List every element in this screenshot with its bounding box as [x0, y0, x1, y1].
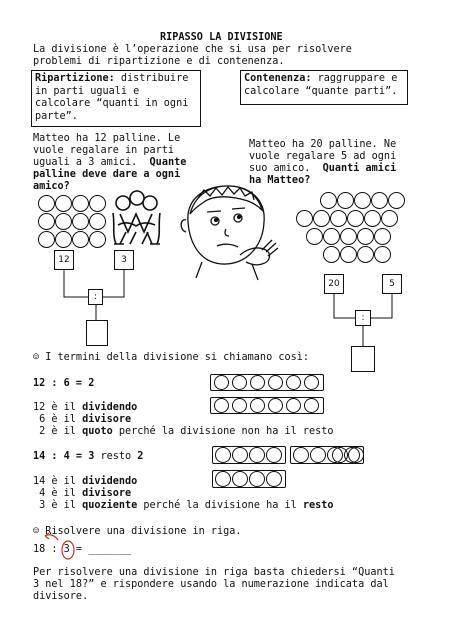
contenenza-term: Contenenza: — [244, 73, 312, 84]
example1-row-2: 6 è il divisore — [33, 414, 132, 425]
ball — [286, 398, 301, 413]
riga-heading: ☺ Risolvere una divisione in riga. — [33, 526, 242, 537]
example2-group-1 — [212, 446, 286, 464]
example2-group-3 — [212, 470, 286, 488]
ball — [250, 375, 265, 390]
ball — [232, 471, 248, 487]
ball — [286, 375, 301, 390]
ball — [214, 398, 229, 413]
intro-line-2: problemi di ripartizione e di contenenza. — [33, 56, 285, 67]
ball — [304, 375, 319, 390]
diagram2-divisor-box: 5 — [382, 274, 402, 294]
ball — [348, 447, 364, 463]
diagram1-operator-box: : — [88, 289, 103, 305]
problem2-question-1: Quanti amici — [322, 163, 397, 174]
problem1-line-3: uguali a 3 amici. Quante — [33, 157, 187, 168]
ball — [268, 398, 283, 413]
diagram1-answer-box[interactable] — [86, 320, 108, 346]
example2-equation: 14 : 4 = 3 resto 2 — [33, 451, 144, 462]
page-title: RIPASSO LA DIVISIONE — [160, 32, 283, 43]
ripartizione-line-4: parte”. — [35, 110, 78, 122]
ripartizione-line-2: in parti uguali e — [35, 85, 140, 97]
diagram2-dividend-box: 20 — [324, 274, 344, 294]
problem1-question-1: Quante — [149, 157, 187, 168]
ripartizione-line-3: calcolare “quanti in ogni — [35, 98, 189, 109]
diagram1-divisor-box: 3 — [114, 250, 134, 270]
riga-equation: 18 : 3 = _______ — [33, 544, 132, 555]
ball — [215, 447, 231, 463]
ball — [249, 471, 265, 487]
problem2-line-1: Matteo ha 20 palline. Ne — [249, 139, 397, 150]
problem2-line-3: suo amico. Quanti amici — [249, 163, 397, 174]
contenenza-line-2: calcolare “quante parti”. — [244, 85, 398, 97]
ball — [293, 447, 309, 463]
problem1-line-1: Matteo ha 12 palline. Le — [33, 133, 181, 144]
ripartizione-term: Ripartizione: — [35, 73, 115, 84]
ball — [310, 447, 326, 463]
diagram2-answer-box[interactable] — [351, 346, 375, 372]
ball — [214, 375, 229, 390]
children-illustration — [113, 191, 160, 244]
contenenza-line-1: raggruppare e — [311, 73, 398, 84]
example2-row-1: 14 è il dividendo — [33, 476, 138, 487]
intro-line-1: La divisione è l’operazione che si usa per risolvere — [33, 44, 352, 55]
thinking-boy-illustration — [181, 186, 278, 280]
ball — [250, 398, 265, 413]
example1-row-1: 12 è il dividendo — [33, 402, 138, 413]
final-line-2: 3 nel 18?” e rispondere usando la numerazione indicata dal — [33, 579, 389, 590]
ball — [232, 375, 247, 390]
example1-group-1 — [210, 374, 324, 391]
ball — [266, 471, 282, 487]
example2-row-2: 4 è il divisore — [33, 488, 132, 499]
ball — [249, 447, 265, 463]
problem2-question-2: ha Matteo? — [249, 175, 311, 186]
ball — [266, 447, 282, 463]
diagram1-dividend-box: 12 — [54, 250, 74, 270]
problem1-line-2: vuole regalare in parti — [33, 145, 175, 156]
final-line-3: divisore. — [33, 591, 89, 602]
diagram2-operator-box: : — [355, 310, 371, 326]
example2-row-3: 3 è il quoziente perché la divisione ha il resto — [33, 500, 334, 511]
ball — [215, 471, 231, 487]
problem2-line-2: vuole regalare 5 ad ogni — [249, 151, 397, 162]
ball — [232, 447, 248, 463]
ball — [304, 398, 319, 413]
example1-equation: 12 : 6 = 2 — [33, 378, 95, 389]
terms-heading: ☺ I termini della divisione si chiamano così: — [33, 352, 310, 363]
final-line-1: Per risolvere una divisione in riga basta chiedersi “Quanti — [33, 567, 395, 578]
example1-row-3: 2 è il quoto perché la divisione non ha il resto — [33, 426, 334, 437]
example1-group-2 — [210, 397, 324, 414]
ripartizione-line-1: distribuire — [114, 73, 189, 84]
problem1-question-3: amico? — [33, 181, 70, 192]
ball — [232, 398, 247, 413]
problem1-question-2: palline deve dare a ogni — [33, 169, 181, 180]
ball — [268, 375, 283, 390]
ball — [332, 447, 348, 463]
